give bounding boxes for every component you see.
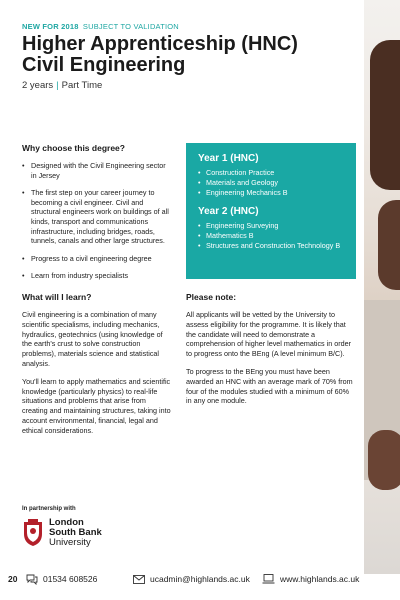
module-item: • Mathematics B — [198, 231, 344, 241]
why-item: • The first step on your career journey to becoming a civil engineer. Civil and structural engineers work on buildings of all kinds, transport and communications infrastructure, including bridges, roads, tunnels, canals and other large structures. — [22, 188, 172, 246]
envelope-icon — [133, 575, 145, 584]
why-list — [22, 161, 172, 281]
university-crest-icon — [22, 518, 44, 548]
module-item: • Materials and Geology — [198, 178, 344, 188]
year1-heading: Year 1 (HNC) — [198, 153, 259, 164]
partner-label: In partnership with — [22, 506, 76, 512]
new-label: NEW FOR 2018 — [22, 22, 79, 31]
study-mode: Part Time — [61, 80, 103, 91]
course-title — [22, 34, 352, 76]
module-item: • Construction Practice — [198, 168, 344, 178]
learn-heading: What will I learn? — [22, 292, 92, 302]
phone-chat-icon — [26, 574, 38, 585]
why-item: • Progress to a civil engineering degree — [22, 254, 172, 264]
partnership — [22, 506, 172, 548]
why-item: • Designed with the Civil Engineering sector in Jersey — [22, 161, 172, 180]
why-section — [22, 143, 172, 289]
module-item: • Engineering Surveying — [198, 221, 344, 231]
module-item: • Engineering Mechanics B — [198, 188, 344, 198]
email-address: ucadmin@highlands.ac.uk — [150, 574, 250, 584]
course-title-line2: Civil Engineering — [22, 54, 186, 76]
year2-heading: Year 2 (HNC) — [198, 206, 259, 217]
laptop-icon — [262, 574, 275, 584]
module-item: • Structures and Construction Technology B — [198, 241, 344, 251]
duration-value: 2 years — [22, 80, 54, 91]
year1-list — [198, 168, 344, 198]
note-heading: Please note: — [186, 292, 237, 302]
course-header — [22, 22, 352, 91]
contact-footer — [0, 566, 400, 592]
phone-number: 01534 608526 — [43, 574, 98, 584]
lsbu-line: University — [49, 537, 91, 548]
course-title-line1: Higher Apprenticeship (HNC) — [22, 33, 298, 55]
why-item: • Learn from industry specialists — [22, 271, 172, 281]
learn-paragraph: You'll learn to apply mathematics and scientific knowledge (particularly physics) to real-life situations and problems that arise from creating and maintaining structures, taking into account environmental, financial, legal and ethical considerations. — [22, 376, 171, 435]
website-url: www.highlands.ac.uk — [280, 574, 360, 584]
modules-box — [186, 143, 356, 279]
validation-label: SUBJECT TO VALIDATION — [82, 22, 179, 31]
year2-list — [198, 221, 344, 251]
lsbu-logo — [22, 518, 172, 548]
note-paragraph: To progress to the BEng you must have been awarded an HNC with an average mark of 70% from four of the modules studied with a minimum of 60% in any one module. — [186, 366, 353, 406]
learn-paragraph: Civil engineering is a combination of many scientific specialisms, including mechanics, hydraulics, geotechnics (using knowledge of the earth's crust to solve construction problems), materials science and statistical analysis. — [22, 310, 163, 368]
note-paragraph: All applicants will be vetted by the University to assess eligibility for the programme. It is likely that the candidate will need to demonstrate a comprehension of higher level mathematics in order to progress onto the BEng (A level minimum B/C). — [186, 310, 351, 359]
why-heading: Why choose this degree? — [22, 143, 125, 153]
tagline — [22, 22, 352, 31]
learn-section — [22, 292, 172, 444]
phone-contact[interactable] — [26, 574, 97, 585]
page-number: 20 — [8, 574, 18, 584]
note-section — [186, 292, 356, 414]
lsbu-line: London — [49, 517, 84, 528]
lsbu-line: South Bank — [49, 527, 102, 538]
engineer-photo — [364, 0, 400, 574]
course-duration: 2 years | Part Time — [22, 80, 103, 91]
website-contact[interactable] — [262, 574, 359, 584]
email-contact[interactable] — [133, 574, 250, 584]
lsbu-wordmark — [49, 518, 102, 548]
